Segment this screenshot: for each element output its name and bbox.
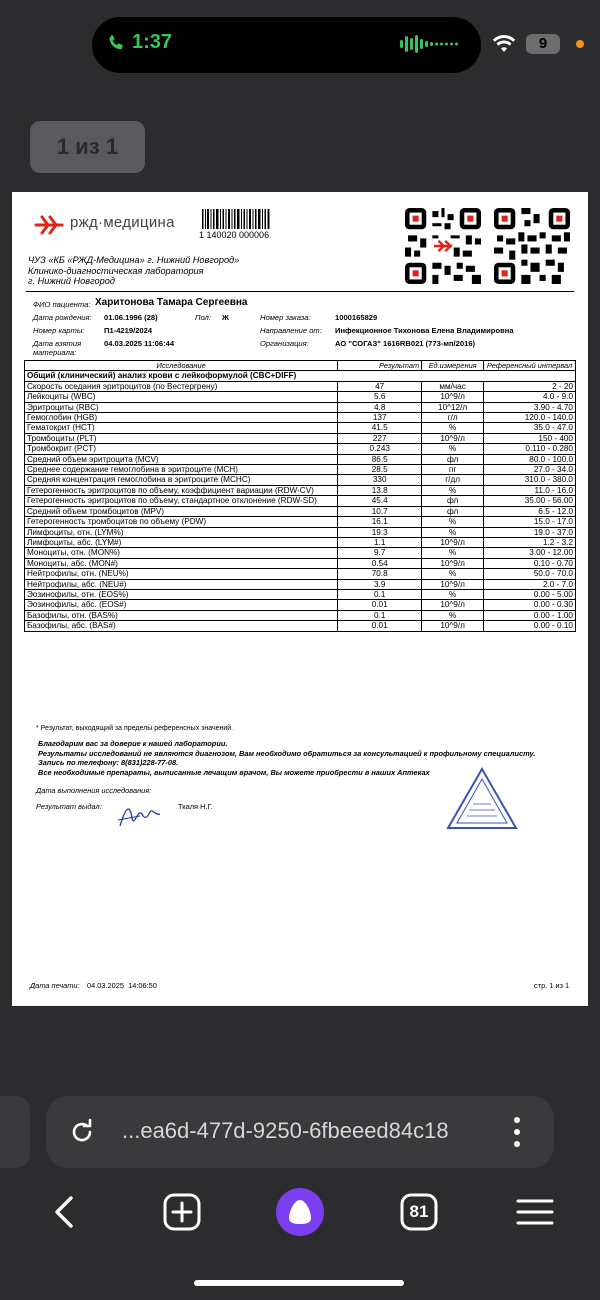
ref-interval-cell: 80.0 - 100.0 — [484, 454, 576, 464]
referral-label: Направление от: — [260, 326, 322, 335]
ref-interval-cell: 50.0 - 70.0 — [484, 569, 576, 579]
unit-cell: фл — [422, 496, 484, 506]
print-date: 04.03.2025 14:06:50 — [87, 981, 157, 990]
result-cell: 16.1 — [338, 517, 422, 527]
rzd-logo-icon — [34, 213, 64, 237]
unit-cell: 10^9/л — [422, 433, 484, 443]
unit-cell: 10^9/л — [422, 621, 484, 631]
ref-interval-cell: 150 - 400 — [484, 433, 576, 443]
unit-cell: % — [422, 444, 484, 454]
table-row — [25, 548, 576, 558]
print-date-label: Дата печати: — [30, 981, 80, 990]
test-name-cell: Средний объем эритроцита (MCV) — [25, 454, 338, 464]
header-divider — [26, 291, 574, 292]
unit-cell: фл — [422, 454, 484, 464]
ref-interval-cell: 0.00 - 0.10 — [484, 621, 576, 631]
taken-label-line-2: материала: — [33, 348, 77, 357]
result-cell: 28.5 — [338, 465, 422, 475]
organization-block — [28, 255, 239, 287]
previous-tab-edge[interactable] — [0, 1096, 30, 1168]
alice-assistant-icon[interactable] — [276, 1188, 324, 1236]
test-name-cell: Среднее содержание гемоглобина в эритроците (MCH) — [25, 465, 338, 475]
ref-interval-cell: 1.2 - 3.2 — [484, 537, 576, 547]
thanks-line-2: Результаты исследований не являются диагнозом, Вам необходимо обратиться за консультацией к профильному специалисту. — [38, 748, 536, 758]
col-header-unit: Ед.измерения — [422, 361, 484, 371]
result-cell: 4.8 — [338, 402, 422, 412]
result-cell: 5.6 — [338, 392, 422, 402]
card-label: Номер карты: — [33, 326, 85, 335]
thanks-line-3: Запись по телефону: 8(831)228-77-08. — [38, 758, 179, 768]
table-row — [25, 589, 576, 599]
url-text[interactable]: ...ea6d-477d-9250-6fbeeed84c18 — [122, 1118, 449, 1143]
referral-doctor: Инфекционное Тихонова Елена Владимировна — [335, 326, 514, 335]
more-menu-icon[interactable] — [510, 1114, 524, 1150]
test-name-cell: Базофилы, отн. (BAS%) — [25, 610, 338, 620]
ref-interval-cell: 2.0 - 7.0 — [484, 579, 576, 589]
test-name-cell: Моноциты, абс. (MON#) — [25, 558, 338, 568]
unit-cell: 10^9/л — [422, 558, 484, 568]
ref-interval-cell: 6.5 - 12.0 — [484, 506, 576, 516]
org-line-1: ЧУЗ «КБ «РЖД-Медицина» г. Нижний Новгород» — [28, 255, 240, 265]
issued-label: Результат выдал: — [36, 802, 102, 811]
result-cell: 9.7 — [338, 548, 422, 558]
ref-interval-cell: 3.00 - 12.00 — [484, 548, 576, 558]
order-label: Номер заказа: — [260, 313, 311, 322]
result-cell: 0.01 — [338, 621, 422, 631]
table-section-row — [25, 371, 576, 381]
test-name-cell: Гетерогенность эритроцитов по объему, стандартное отклонение (RDW-SD) — [25, 496, 338, 506]
result-cell: 10.7 — [338, 506, 422, 516]
battery-level: 9 — [526, 34, 560, 54]
ref-interval-cell: 3.90 - 4.70 — [484, 402, 576, 412]
unit-cell: % — [422, 423, 484, 433]
result-cell: 137 — [338, 413, 422, 423]
brand-name: ржд·медицина — [70, 214, 175, 231]
result-cell: 0.54 — [338, 558, 422, 568]
issued-by: Ткаля Н.Г. — [178, 802, 213, 811]
ref-interval-cell: 15.0 - 17.0 — [484, 517, 576, 527]
ref-interval-cell: 0.10 - 0.70 — [484, 558, 576, 568]
ref-interval-cell: 0.110 - 0.280 — [484, 444, 576, 454]
table-row — [25, 558, 576, 568]
unit-cell: 10^12/л — [422, 402, 484, 412]
unit-cell: г/л — [422, 413, 484, 423]
col-header-ref: Референсный интервал — [484, 361, 576, 371]
col-header-result: Результат — [338, 361, 422, 371]
test-name-cell: Нейтрофилы, абс. (NEU#) — [25, 579, 338, 589]
table-row — [25, 517, 576, 527]
table-row — [25, 402, 576, 412]
result-cell: 70.8 — [338, 569, 422, 579]
unit-cell: 10^9/л — [422, 537, 484, 547]
test-name-cell: Скорость оседания эритроцитов (по Вестергрену) — [25, 381, 338, 391]
table-row — [25, 506, 576, 516]
ref-interval-cell: 0.00 - 5.00 — [484, 589, 576, 599]
call-time: 1:37 — [132, 31, 173, 53]
thanks-line-4: Все необходимые препараты, выписанные лечащим врачом, Вы можете приобрести в наших Аптеках — [38, 767, 430, 777]
result-cell: 0.1 — [338, 589, 422, 599]
unit-cell: % — [422, 527, 484, 537]
barcode-number: 1 140020 000006 — [199, 230, 270, 240]
section-title: Общий (клинический) анализ крови с лейкоформулой (CBC+DIFF) — [25, 371, 576, 381]
test-name-cell: Средняя концентрация гемоглобина в эритроците (MCHC) — [25, 475, 338, 485]
unit-cell: % — [422, 610, 484, 620]
wifi-icon — [492, 35, 516, 53]
table-row — [25, 537, 576, 547]
test-name-cell: Гетерогенность тромбоцитов по объему (PDW) — [25, 517, 338, 527]
home-indicator[interactable] — [194, 1280, 404, 1286]
result-cell: 19.3 — [338, 527, 422, 537]
unit-cell: мм/час — [422, 381, 484, 391]
tabs-button[interactable] — [398, 1191, 440, 1233]
test-name-cell: Лимфоциты, абс. (LYM#) — [25, 537, 338, 547]
ref-interval-cell: 120.0 - 140.0 — [484, 413, 576, 423]
result-cell: 41.5 — [338, 423, 422, 433]
result-cell: 86.5 — [338, 454, 422, 464]
tabs-count: 81 — [409, 1202, 429, 1221]
table-row — [25, 392, 576, 402]
ref-interval-cell: 4.0 - 9.0 — [484, 392, 576, 402]
test-name-cell: Гемоглобин (HGB) — [25, 413, 338, 423]
table-row — [25, 621, 576, 631]
test-name-cell: Тромбокрит (PCT) — [25, 444, 338, 454]
unit-cell: фл — [422, 506, 484, 516]
test-name-cell: Лейкоциты (WBC) — [25, 392, 338, 402]
completion-date-label: Дата выполнения исследования: — [36, 786, 152, 795]
unit-cell: % — [422, 517, 484, 527]
unit-cell: пг — [422, 465, 484, 475]
sex-value: Ж — [222, 313, 229, 322]
reload-icon[interactable] — [68, 1118, 96, 1146]
result-cell: 47 — [338, 381, 422, 391]
page-number: стр. 1 из 1 — [534, 981, 570, 990]
result-cell: 1.1 — [338, 537, 422, 547]
recording-indicator — [576, 40, 584, 48]
table-row — [25, 475, 576, 485]
test-name-cell: Эозинофилы, отн. (EOS%) — [25, 589, 338, 599]
unit-cell: г/дл — [422, 475, 484, 485]
result-cell: 0.1 — [338, 610, 422, 620]
unit-cell: % — [422, 485, 484, 495]
patient-name: Харитонова Тамара Сергеевна — [95, 297, 248, 308]
page-indicator: 1 из 1 — [30, 121, 145, 173]
order-number: 1000165829 — [335, 313, 378, 322]
test-name-cell: Нейтрофилы, отн. (NEU%) — [25, 569, 338, 579]
menu-icon[interactable] — [514, 1191, 556, 1233]
taken-label — [33, 339, 81, 357]
ref-interval-cell: 19.0 - 37.0 — [484, 527, 576, 537]
organization-value: АО "СОГАЗ" 1616RB021 (773-мп/2016) — [335, 339, 476, 348]
test-name-cell: Гематокрит (HCT) — [25, 423, 338, 433]
test-name-cell: Эритроциты (RBC) — [25, 402, 338, 412]
table-row — [25, 485, 576, 495]
result-cell: 0.243 — [338, 444, 422, 454]
unit-cell: 10^9/л — [422, 392, 484, 402]
org-line-2: Клинико-диагностическая лаборатория — [28, 265, 204, 276]
taken-date: 04.03.2025 11:06:44 — [104, 339, 175, 348]
unit-cell: % — [422, 589, 484, 599]
back-icon[interactable] — [44, 1191, 86, 1233]
unit-cell: 10^9/л — [422, 579, 484, 589]
table-row — [25, 433, 576, 443]
result-cell: 3.9 — [338, 579, 422, 589]
card-number: П1-4219/2024 — [104, 326, 153, 335]
taken-label-line-1: Дата взятия — [33, 339, 82, 348]
fio-label: ФИО пациента: — [33, 300, 91, 309]
ref-interval-cell: 27.0 - 34.0 — [484, 465, 576, 475]
results-table — [24, 360, 576, 632]
test-name-cell: Средний объем тромбоцитов (MPV) — [25, 506, 338, 516]
birth-date: 01.06.1996 (28) — [104, 313, 158, 322]
barcode — [202, 209, 270, 229]
table-row — [25, 610, 576, 620]
col-header-test: Исследование — [25, 361, 338, 371]
audio-waveform-icon — [400, 34, 462, 54]
phone-call-icon — [106, 33, 126, 53]
table-row — [25, 381, 576, 391]
table-row — [25, 496, 576, 506]
result-cell: 0.01 — [338, 600, 422, 610]
ref-interval-cell: 35.0 - 47.0 — [484, 423, 576, 433]
sex-label: Пол: — [195, 313, 211, 322]
unit-cell: 10^9/л — [422, 600, 484, 610]
table-row — [25, 454, 576, 464]
table-row — [25, 527, 576, 537]
unit-cell: % — [422, 548, 484, 558]
ref-interval-cell: 11.0 - 16.0 — [484, 485, 576, 495]
org-line-3: г. Нижний Новгород — [28, 276, 115, 286]
ref-interval-cell: 310.0 - 380.0 — [484, 475, 576, 485]
ref-interval-cell: 0.00 - 0.30 — [484, 600, 576, 610]
result-cell: 330 — [338, 475, 422, 485]
table-row — [25, 600, 576, 610]
out-of-range-note: * Результат, выходящий за пределы референсных значений. — [36, 725, 234, 732]
test-name-cell: Моноциты, отн. (MON%) — [25, 548, 338, 558]
unit-cell: % — [422, 569, 484, 579]
ref-interval-cell: 0.00 - 1.00 — [484, 610, 576, 620]
test-name-cell: Лимфоциты, отн. (LYM%) — [25, 527, 338, 537]
test-name-cell: Гетерогенность эритроцитов по объему, коэффициент вариации (RDW-CV) — [25, 485, 338, 495]
result-cell: 45.4 — [338, 496, 422, 506]
lab-stamp — [445, 766, 519, 832]
thanks-line-1: Благодарим вас за доверие к нашей лаборатории. — [38, 739, 228, 748]
new-tab-icon[interactable] — [161, 1191, 203, 1233]
table-row — [25, 444, 576, 454]
table-row — [25, 413, 576, 423]
table-row — [25, 579, 576, 589]
table-header-row — [25, 361, 576, 371]
test-name-cell: Тромбоциты (PLT) — [25, 433, 338, 443]
ref-interval-cell: 35.00 - 56.00 — [484, 496, 576, 506]
birth-label: Дата рождения: — [33, 313, 92, 322]
ref-interval-cell: 2 - 20 — [484, 381, 576, 391]
table-row — [25, 423, 576, 433]
table-row — [25, 569, 576, 579]
test-name-cell: Базофилы, абс. (BAS#) — [25, 621, 338, 631]
qr-code-left — [405, 208, 481, 284]
test-name-cell: Эозинофилы, абс. (EOS#) — [25, 600, 338, 610]
result-cell: 227 — [338, 433, 422, 443]
qr-code-right — [494, 208, 570, 284]
table-row — [25, 465, 576, 475]
organization-label: Организация: — [260, 339, 309, 348]
doctor-signature — [116, 800, 162, 830]
result-cell: 13.8 — [338, 485, 422, 495]
